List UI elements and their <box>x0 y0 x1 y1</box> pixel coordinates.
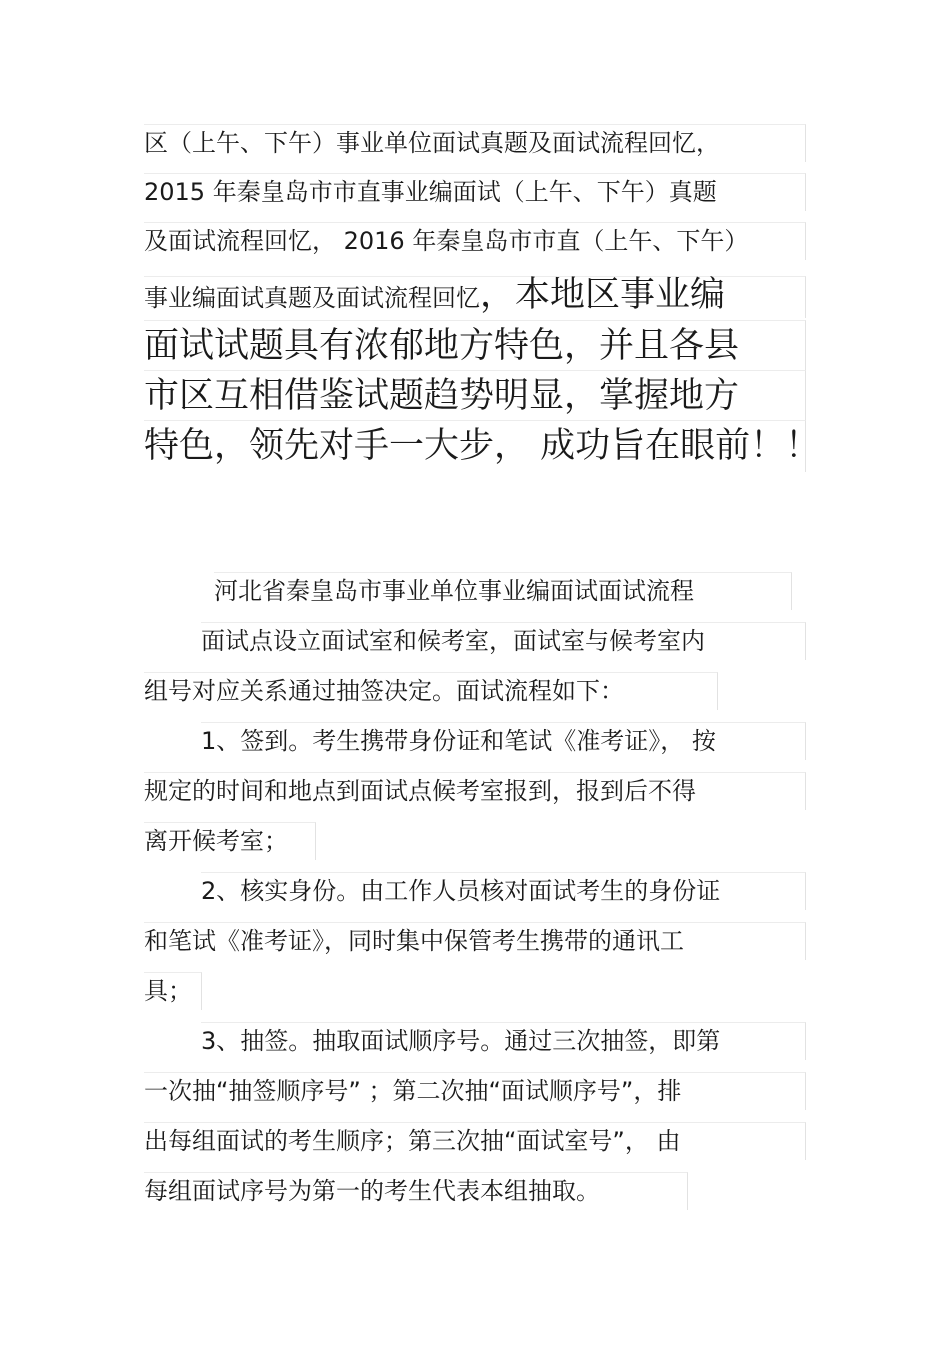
intro-bold-line: 面试试题具有浓郁地方特色，并且各县 <box>144 320 806 372</box>
body-line: 一次抽“抽签顺序号” ；第二次抽“面试顺序号”，排 <box>144 1072 806 1110</box>
body-line: 和笔试《准考证》，同时集中保管考生携带的通讯工 <box>144 922 806 960</box>
intro-line: 2015 年秦皇岛市市直事业编面试（上午、下午）真题 <box>144 173 806 211</box>
intro-bold-tail: ，本地区事业编 <box>480 275 726 315</box>
body-line: 面试点设立面试室和候考室，面试室与候考室内 <box>201 622 806 660</box>
section-title: 河北省秦皇岛市事业单位事业编面试面试流程 <box>214 572 792 610</box>
body-line: 2、核实身份。由工作人员核对面试考生的身份证 <box>201 872 806 910</box>
body-line: 每组面试序号为第一的考生代表本组抽取。 <box>144 1172 688 1210</box>
intro-line-text: 事业编面试真题及面试流程回忆 <box>144 284 480 312</box>
intro-line-mixed <box>144 276 806 318</box>
body-line: 组号对应关系通过抽签决定。面试流程如下： <box>144 672 718 710</box>
body-line: 3、抽签。抽取面试顺序号。通过三次抽签，即第 <box>201 1022 806 1060</box>
intro-bold-line: 特色，领先对手一大步， 成功旨在眼前！！ <box>144 420 806 472</box>
body-line: 1、签到。考生携带身份证和笔试《准考证》， 按 <box>201 722 806 760</box>
body-line: 具； <box>144 972 202 1010</box>
intro-line: 及面试流程回忆， 2016 年秦皇岛市市直（上午、下午） <box>144 222 806 260</box>
body-line: 规定的时间和地点到面试点候考室报到，报到后不得 <box>144 772 806 810</box>
body-line: 出每组面试的考生顺序；第三次抽“面试室号”， 由 <box>144 1122 806 1160</box>
intro-bold-line: 市区互相借鉴试题趋势明显，掌握地方 <box>144 370 806 422</box>
intro-line: 区（上午、下午）事业单位面试真题及面试流程回忆， <box>144 124 806 162</box>
body-line: 离开候考室； <box>144 822 316 860</box>
